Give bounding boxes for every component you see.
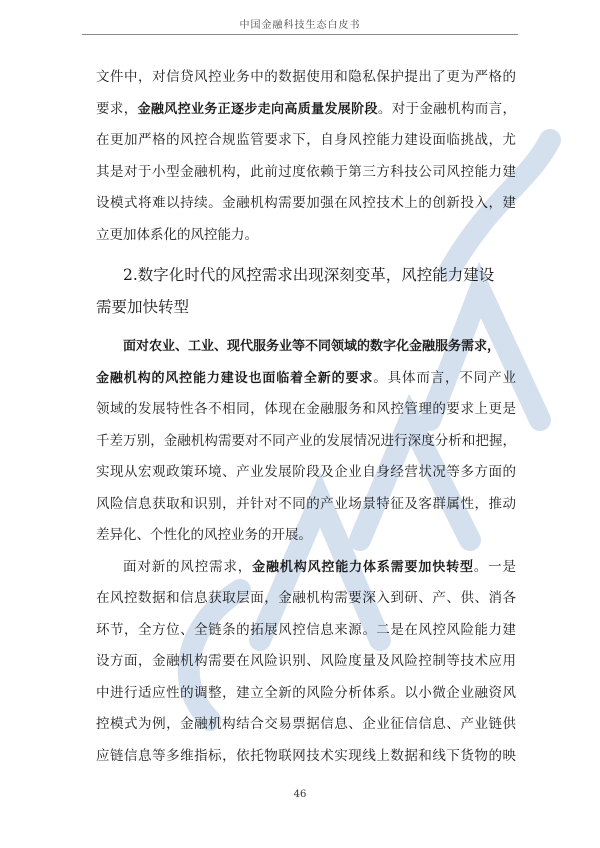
emphasis-text: 金融机构的风控能力建设也面临着全新的要求 [96,370,374,386]
text-line: 在更加严格的风控合规监管要求下，自身风控能力建设面临挑战，尤 [96,132,516,148]
text-line: 面对新的风控需求，金融机构风控能力体系需要加快转型。一是 [123,558,516,575]
text-line: 在风控数据和信息获取层面，金融机构需要深入到研、产、供、消各 [96,590,516,606]
running-header: 中国金融科技生态白皮书 [239,20,361,31]
text-line: 中进行适应性的调整，建立全新的风险分析体系。以小微企业融资风 [96,684,516,701]
emphasis-text: 金融风控业务正逐步走向高质量发展阶段 [137,101,378,117]
text-line: 金融机构的风控能力建设也面临着全新的要求。具体而言，不同产业 [96,369,516,386]
text-line: 领域的发展特性各不相同，体现在金融服务和风控管理的要求上更是 [96,401,516,417]
text-line [96,331,516,363]
text-line: 要求，金融风控业务正逐步走向高质量发展阶段。对于金融机构而言， [96,100,516,117]
section-heading: 2.数字化时代的风控需求出现深刻变革，风控能力建设 [123,266,495,284]
text-line: 风险信息获取和识别，并针对不同的产业场景特征及客群属性，推动 [96,495,516,512]
text-line: 环节，全方位、全链条的拓展风控信息来源。二是在风控风险能力建 [96,621,516,638]
emphasis-text: 面对农业、工业、现代服务业等不同领域的数字化金融服务需求， [123,339,501,354]
text-line: 立更加体系化的风控能力。 [96,226,258,243]
text-line: 设模式将难以持续。金融机构需要加强在风控技术上的创新投入，建 [96,195,516,211]
text-line: 文件中，对信贷风控业务中的数据使用和隐私保护提出了更为严格的 [96,69,516,85]
text-line: 千差万别，金融机构需要对不同产业的发展情况进行深度分析和把握， [96,432,516,449]
text-line: 应链信息等多维指标，依托物联网技术实现线上数据和线下货物的映 [96,747,516,764]
text-line: 差异化、个性化的风控业务的开展。 [96,527,312,543]
text-line: 其是对于小型金融机构，此前过度依赖于第三方科技公司风控能力建 [96,163,516,180]
text-line: 实现从宏观政策环境、产业发展阶段及企业自身经营状况等多方面的 [96,464,516,480]
text-line: 控模式为例，金融机构结合交易票据信息、企业征信信息、产业链供 [96,716,516,732]
header-divider [82,34,518,35]
page-body [96,62,516,772]
section-heading-cont: 需要加快转型 [96,298,190,316]
page-number: 46 [293,789,307,800]
emphasis-text: 金融机构风控能力体系需要加快转型 [252,559,474,575]
text-line: 设方面，金融机构需要在风险识别、风险度量及风险控制等技术应用 [96,653,516,669]
